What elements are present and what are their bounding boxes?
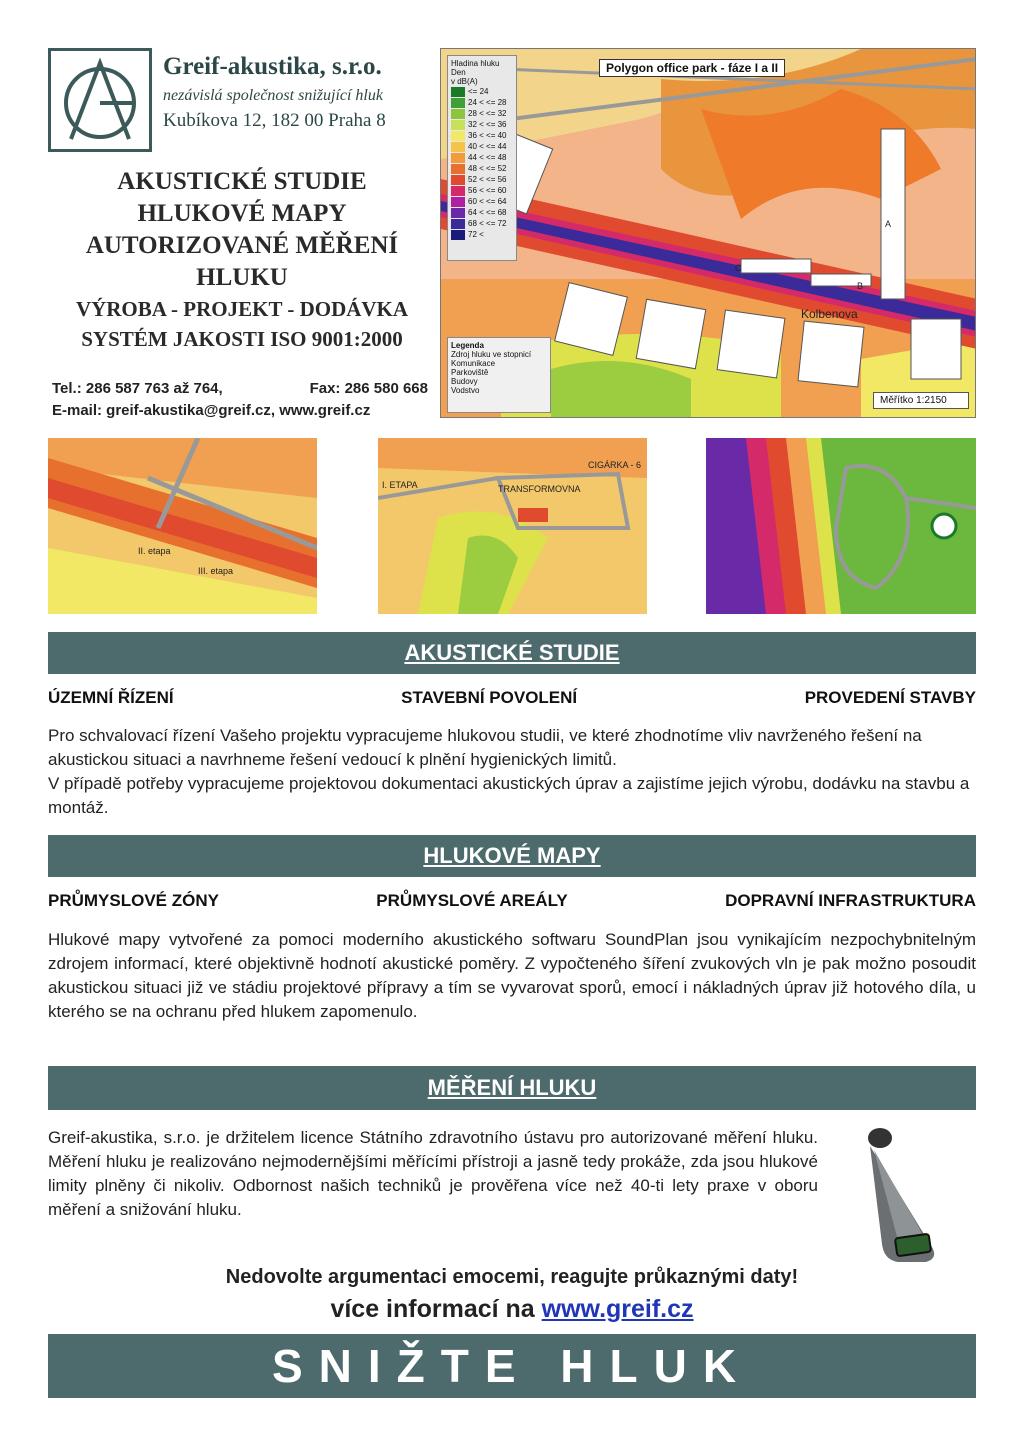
legend2-item: Zdroj hluku ve stopnicí	[451, 350, 532, 359]
legend-row	[451, 185, 513, 196]
contact-block	[52, 378, 428, 422]
legend-swatch	[451, 175, 465, 185]
mereni-text: Greif-akustika, s.r.o. je držitelem licence Státního zdravotního ústavu pro autorizované měření hluku. Měření hluku je realizováno nejmodernějšími měřícími přístroji a jasně tedy prokáže, zda jsou hlukové limity plněny či nikoliv. Odbornost našich techniků je prověřena více než 40-ti lety praxe v oboru měření a snižování hluku.	[48, 1128, 818, 1219]
category-label: ÚZEMNÍ ŘÍZENÍ	[48, 688, 174, 707]
phone-text: Tel.: 286 587 763 až 764,	[52, 380, 223, 397]
map-legend-features	[447, 337, 551, 413]
category-label: STAVEBNÍ POVOLENÍ	[401, 688, 578, 707]
legend-range: 60 < <= 64	[468, 197, 507, 206]
legend-row	[451, 86, 513, 97]
legend-range: 44 < <= 48	[468, 153, 507, 162]
legend-row	[451, 163, 513, 174]
category-label: PROVEDENÍ STAVBY	[804, 688, 976, 707]
legend-row	[451, 152, 513, 163]
legend-range: 28 < <= 32	[468, 109, 507, 118]
service-line: HLUKU	[196, 264, 288, 291]
sound-level-meter-icon	[840, 1124, 960, 1264]
legend-swatch	[451, 208, 465, 218]
legend-swatch	[451, 186, 465, 196]
map-title: Polygon office park - fáze I a II	[599, 59, 785, 77]
studie-text-1: Pro schvalovací řízení Vašeho projektu vypracujeme hlukovou studii, ve které zhodnotíme vliv navrženého řešení na akustickou situaci a navrhneme řešení vedoucí k plnění hygienických limitů.	[48, 726, 922, 769]
legend-swatch	[451, 230, 465, 240]
legend-swatch	[451, 98, 465, 108]
building-label: C	[735, 263, 742, 273]
legend-range: 24 < <= 28	[468, 98, 507, 107]
company-tagline: nezávislá společnost snižující hluk	[163, 87, 383, 104]
legend-unit: v dB(A)	[451, 77, 478, 86]
legend-row	[451, 218, 513, 229]
map-label: II. etapa	[138, 546, 171, 556]
noise-map-left	[48, 438, 317, 614]
company-block	[163, 52, 433, 134]
legend2-item: Parkoviště	[451, 368, 489, 377]
category-label: PRŮMYSLOVÉ ZÓNY	[48, 891, 219, 910]
legend-range: 56 < <= 60	[468, 186, 507, 195]
map-scale: Měřítko 1:2150	[873, 392, 969, 409]
legend-swatch	[451, 164, 465, 174]
service-line-small: VÝROBA - PROJEKT - DODÁVKA	[75, 297, 409, 321]
legend2-item: Komunikace	[451, 359, 496, 368]
section-header-mereni: MĚŘENÍ HLUKU	[48, 1066, 976, 1110]
building-label: B	[857, 281, 864, 291]
legend-swatch	[451, 142, 465, 152]
legend-swatch	[451, 109, 465, 119]
legend-swatch	[451, 120, 465, 130]
legend-swatch	[451, 197, 465, 207]
legend-row	[451, 229, 513, 240]
legend-row	[451, 108, 513, 119]
map-label: CIGÁRKA - 6	[588, 460, 642, 470]
cta-prefix: více informací na	[330, 1295, 542, 1323]
legend-rows	[451, 86, 513, 240]
service-line: AKUSTICKÉ STUDIE	[117, 168, 367, 195]
legend2-item: Vodstvo	[451, 386, 480, 395]
service-line-small: SYSTÉM JAKOSTI ISO 9001:2000	[81, 327, 403, 351]
legend-swatch	[451, 131, 465, 141]
website-link[interactable]: www.greif.cz	[541, 1295, 694, 1323]
legend-swatch	[451, 87, 465, 97]
email-web-text: E-mail: greif-akustika@greif.cz, www.greif.cz	[52, 402, 371, 419]
legend-row	[451, 130, 513, 141]
building-label: A	[885, 219, 892, 229]
legend-row	[451, 174, 513, 185]
studie-categories	[48, 688, 976, 708]
legend-row	[451, 196, 513, 207]
legend-range: 40 < <= 44	[468, 142, 507, 151]
category-label: DOPRAVNÍ INFRASTRUKTURA	[725, 891, 976, 910]
legend-range: 64 < <= 68	[468, 208, 507, 217]
footer-slogan: SNIŽTE HLUK	[48, 1334, 976, 1398]
legend-range: 48 < <= 52	[468, 164, 507, 173]
fax-text: Fax: 286 580 668	[309, 380, 428, 397]
section-header-studie: AKUSTICKÉ STUDIE	[48, 632, 976, 674]
legend-range: 36 < <= 40	[468, 131, 507, 140]
street-label: Kolbenova	[801, 307, 858, 321]
company-address: Kubíkova 12, 182 00 Praha 8	[163, 110, 386, 131]
services-list	[48, 166, 436, 354]
category-label: PRŮMYSLOVÉ AREÁLY	[376, 891, 568, 910]
section-header-mapy: HLUKOVÉ MAPY	[48, 835, 976, 877]
cta-slogan: Nedovolte argumentaci emocemi, reagujte průkaznými daty!	[225, 1266, 799, 1288]
map-label: TRANSFORMOVNA	[498, 484, 581, 494]
cta-more-info	[48, 1295, 976, 1324]
service-line: HLUKOVÉ MAPY	[137, 200, 347, 227]
company-logo	[48, 48, 152, 152]
noise-map-right	[706, 438, 976, 614]
map-label: I. ETAPA	[382, 480, 418, 490]
studie-text-2: V případě potřeby vypracujeme projektovou dokumentaci akustických úprav a zajistíme jejich výrobu, dodávku na stavbu a montáž.	[48, 774, 970, 817]
legend-range: 52 < <= 56	[468, 175, 507, 184]
legend-row	[451, 97, 513, 108]
legend-row	[451, 141, 513, 152]
legend2-title: Legenda	[451, 341, 484, 350]
legend-range: <= 24	[468, 87, 489, 96]
legend-row	[451, 119, 513, 130]
mapy-categories	[48, 891, 976, 911]
company-name: Greif-akustika, s.r.o.	[163, 53, 382, 80]
legend-row	[451, 207, 513, 218]
mapy-text: Hlukové mapy vytvořené za pomoci moderního akustického softwaru SoundPlan jsou vynikajícím nezpochybnitelným zdrojem informací, které objektivně hodnotí akustické poměry. Z vypočteného šíření zvukových vln je pak možno posoudit akustickou situaci již ve stádiu projektové přípravy a tím se vyvarovat sporů, emocí i nákladných úprav již hotového díla, u kterého se na ochranu před hlukem zapomenulo.	[48, 930, 976, 1021]
service-line: AUTORIZOVANÉ MĚŘENÍ	[85, 232, 399, 259]
legend2-item: Budovy	[451, 377, 478, 386]
legend-swatch	[451, 153, 465, 163]
legend-swatch	[451, 219, 465, 229]
map-legend	[447, 55, 517, 261]
legend-range: 72 <	[468, 230, 484, 239]
logo-mark-icon	[51, 51, 149, 149]
legend-title: Hladina hluku Den	[451, 59, 500, 77]
main-noise-map	[440, 48, 976, 418]
legend-range: 68 < <= 72	[468, 219, 507, 228]
noise-map-middle	[378, 438, 647, 614]
legend-range: 32 < <= 36	[468, 120, 507, 129]
map-label: III. etapa	[198, 566, 234, 576]
